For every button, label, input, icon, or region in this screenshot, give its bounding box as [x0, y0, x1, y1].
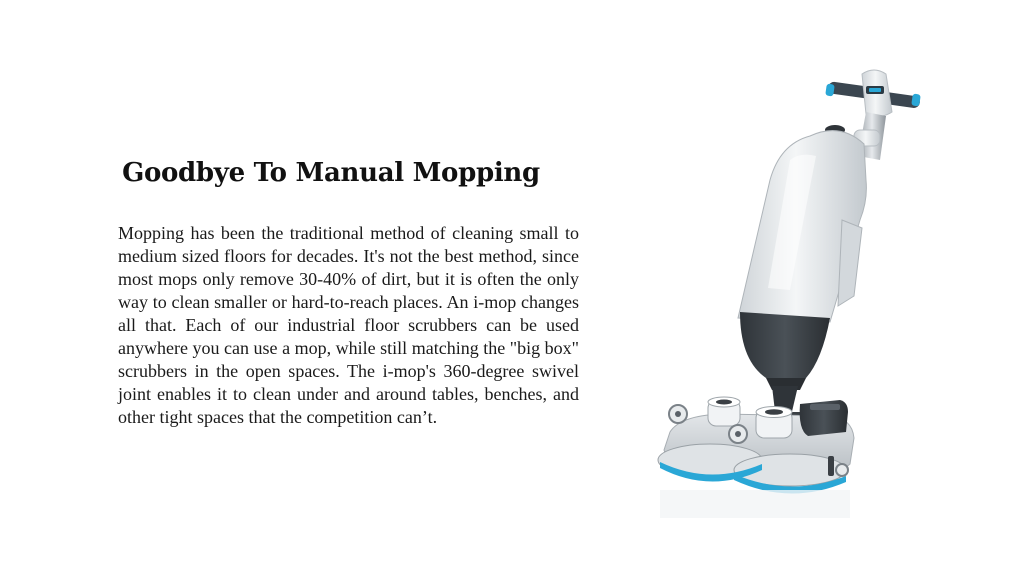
slide-title: Goodbye To Manual Mopping: [122, 158, 540, 188]
scrubber-body-icon: [738, 125, 866, 390]
floor-scrubber-image: [640, 60, 940, 520]
slide-body-text: Mopping has been the traditional method of cleaning small to medium sized floors for decades. It's not the best method, since most mops only remove 30-40% of dirt, but it is often the only way to clean smaller or hard-to-reach places. An i-mop changes all that. Each of our industrial floor scrubbers can be used anywhere you can use a mop, while still matching the "big box" scrubbers in the open spaces. The i-mop's 360-degree swivel joint enables it to clean under and around tables, benches, and other tight spaces that the competition can’t.: [118, 223, 579, 427]
handle-icon: [825, 70, 921, 117]
scrubber-base-icon: [658, 397, 854, 494]
